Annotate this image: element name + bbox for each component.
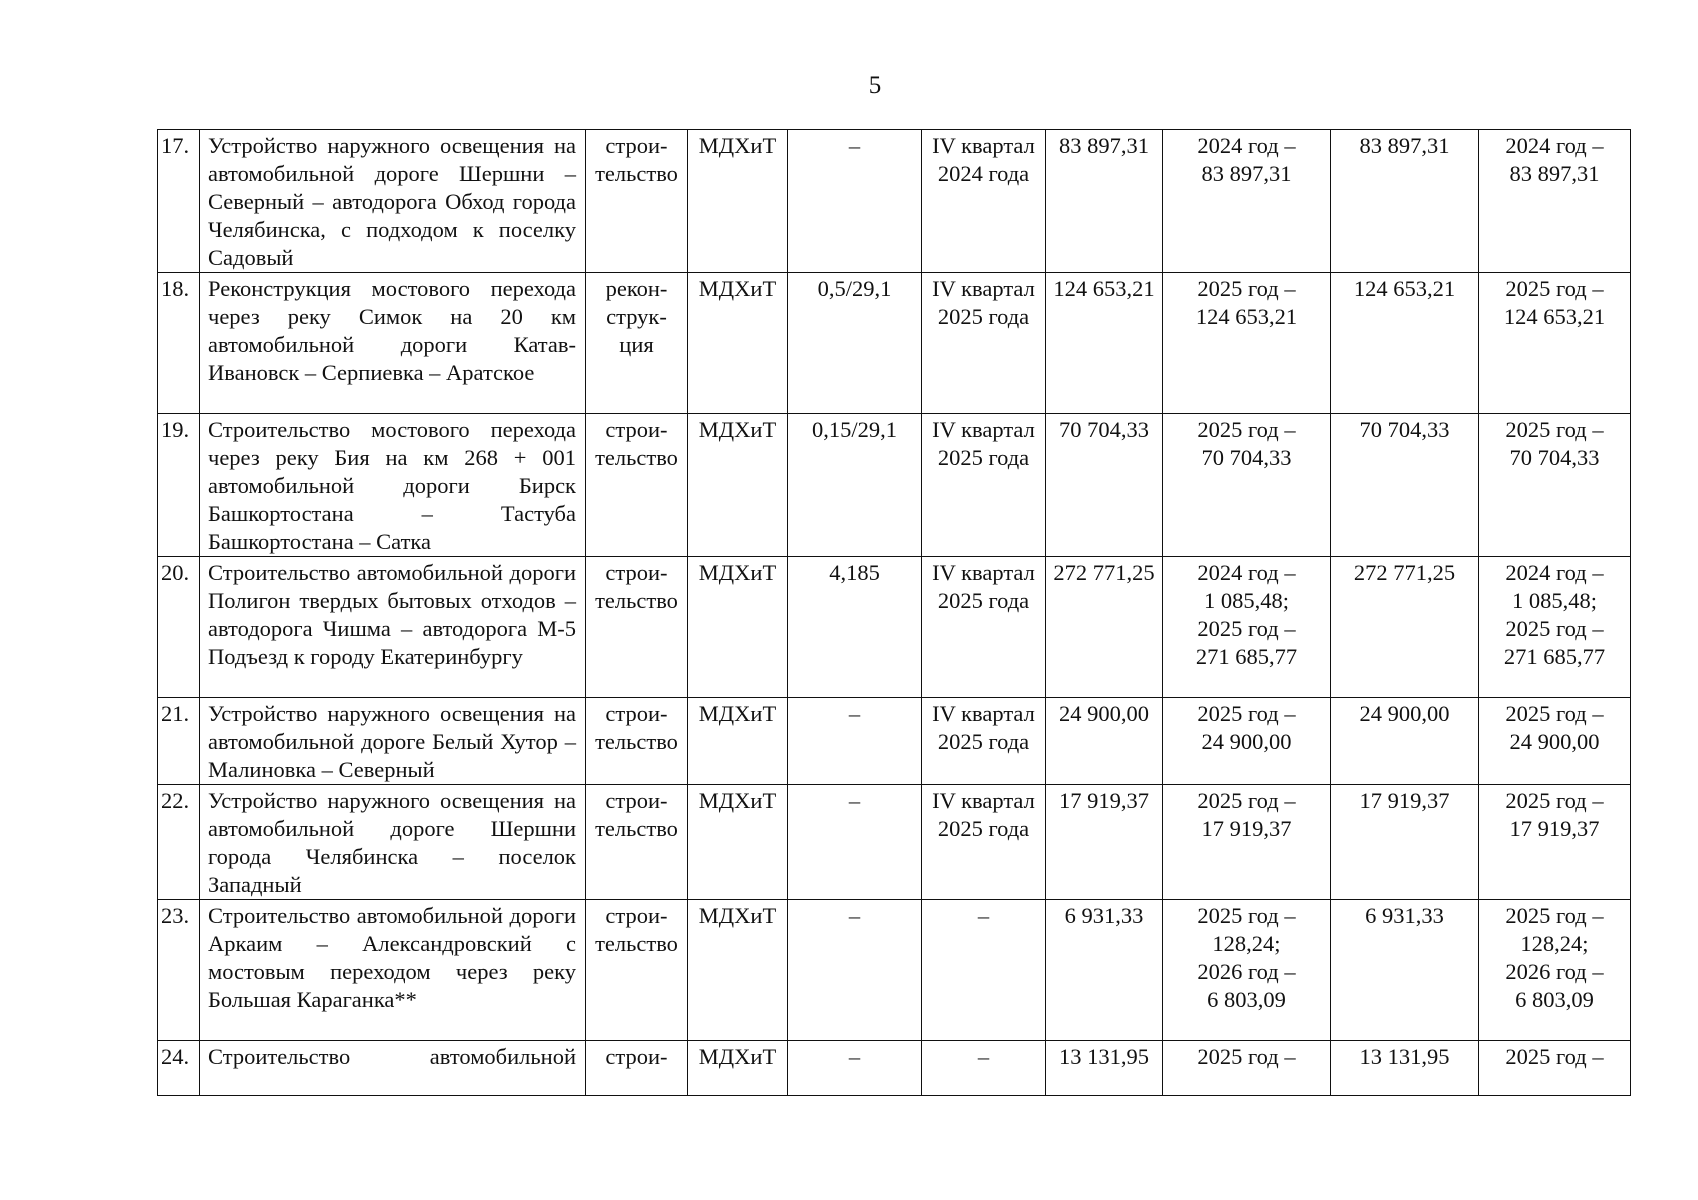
cost: 83 897,31 <box>1046 130 1163 273</box>
capacity: – <box>788 1041 922 1096</box>
row-number: 20. <box>158 557 200 698</box>
page-number: 5 <box>868 72 882 99</box>
deadline: IV квартал 2025 года <box>922 414 1046 557</box>
capacity: 4,185 <box>788 557 922 698</box>
budget: 24 900,00 <box>1331 698 1479 785</box>
budget: 6 931,33 <box>1331 900 1479 1041</box>
financing-by-year: 2025 год – 124 653,21 <box>1163 273 1331 414</box>
capacity: 0,5/29,1 <box>788 273 922 414</box>
financing-by-year: 2025 год – 17 919,37 <box>1163 785 1331 900</box>
cost: 24 900,00 <box>1046 698 1163 785</box>
deadline: IV квартал 2024 года <box>922 130 1046 273</box>
table-row <box>158 557 1631 698</box>
work-type: строи- тельство <box>586 414 688 557</box>
work-type: строи- тельство <box>586 557 688 698</box>
customer: МДХиТ <box>688 414 788 557</box>
budget-by-year: 2024 год – 1 085,48; 2025 год – 271 685,77 <box>1479 557 1631 698</box>
cost: 70 704,33 <box>1046 414 1163 557</box>
deadline: IV квартал 2025 года <box>922 557 1046 698</box>
financing-by-year: 2024 год – 1 085,48; 2025 год – 271 685,77 <box>1163 557 1331 698</box>
customer: МДХиТ <box>688 785 788 900</box>
financing-by-year: 2025 год – <box>1163 1041 1331 1096</box>
object-name: Строительство автомобильной дороги Полигон твердых бытовых отходов – автодорога Чишма – автодорога М-5 Подъезд к городу Екатеринбургу <box>200 557 586 698</box>
capacity: – <box>788 130 922 273</box>
capacity: – <box>788 785 922 900</box>
work-type: строи- тельство <box>586 130 688 273</box>
customer: МДХиТ <box>688 130 788 273</box>
cost: 13 131,95 <box>1046 1041 1163 1096</box>
customer: МДХиТ <box>688 1041 788 1096</box>
budget: 124 653,21 <box>1331 273 1479 414</box>
table-body <box>158 130 1631 1096</box>
work-type: строи- тельство <box>586 785 688 900</box>
table-row <box>158 698 1631 785</box>
objects-table <box>157 129 1631 1096</box>
work-type: строи- тельство <box>586 900 688 1041</box>
customer: МДХиТ <box>688 698 788 785</box>
row-number: 23. <box>158 900 200 1041</box>
cost: 6 931,33 <box>1046 900 1163 1041</box>
capacity: – <box>788 698 922 785</box>
budget-by-year: 2025 год – 70 704,33 <box>1479 414 1631 557</box>
work-type: строи- <box>586 1041 688 1096</box>
object-name: Строительство автомобильной дороги Аркаим – Александровский с мостовым переходом через реку Большая Караганка** <box>200 900 586 1041</box>
financing-by-year: 2025 год – 70 704,33 <box>1163 414 1331 557</box>
cost: 272 771,25 <box>1046 557 1163 698</box>
budget-by-year: 2025 год – 124 653,21 <box>1479 273 1631 414</box>
customer: МДХиТ <box>688 557 788 698</box>
row-number: 19. <box>158 414 200 557</box>
customer: МДХиТ <box>688 900 788 1041</box>
financing-by-year: 2025 год – 128,24; 2026 год – 6 803,09 <box>1163 900 1331 1041</box>
deadline: – <box>922 1041 1046 1096</box>
table-row <box>158 414 1631 557</box>
financing-by-year: 2025 год – 24 900,00 <box>1163 698 1331 785</box>
budget-by-year: 2025 год – 17 919,37 <box>1479 785 1631 900</box>
deadline: – <box>922 900 1046 1041</box>
financing-by-year: 2024 год – 83 897,31 <box>1163 130 1331 273</box>
customer: МДХиТ <box>688 273 788 414</box>
deadline: IV квартал 2025 года <box>922 698 1046 785</box>
object-name: Строительство мостового перехода через реку Бия на км 268 + 001 автомобильной дороги Бирск Башкортостана – Тастуба Башкортостана – Сатка <box>200 414 586 557</box>
work-type: рекон- струк- ция <box>586 273 688 414</box>
budget-by-year: 2025 год – <box>1479 1041 1631 1096</box>
deadline: IV квартал 2025 года <box>922 273 1046 414</box>
work-type: строи- тельство <box>586 698 688 785</box>
table-row <box>158 900 1631 1041</box>
row-number: 21. <box>158 698 200 785</box>
budget: 13 131,95 <box>1331 1041 1479 1096</box>
object-name: Устройство наружного освещения на автомобильной дороге Шершни – Северный – автодорога Обход города Челябинска, с подходом к поселку Садовый <box>200 130 586 273</box>
object-name: Строительство автомобильной <box>200 1041 586 1096</box>
row-number: 22. <box>158 785 200 900</box>
budget: 70 704,33 <box>1331 414 1479 557</box>
table-row <box>158 273 1631 414</box>
budget: 17 919,37 <box>1331 785 1479 900</box>
budget: 272 771,25 <box>1331 557 1479 698</box>
budget: 83 897,31 <box>1331 130 1479 273</box>
object-name: Устройство наружного освещения на автомобильной дороге Шершни города Челябинска – поселок Западный <box>200 785 586 900</box>
cost: 17 919,37 <box>1046 785 1163 900</box>
object-name: Реконструкция мостового перехода через реку Симок на 20 км автомобильной дороги Катав-Ивановск – Серпиевка – Аратское <box>200 273 586 414</box>
row-number: 24. <box>158 1041 200 1096</box>
cost: 124 653,21 <box>1046 273 1163 414</box>
capacity: – <box>788 900 922 1041</box>
object-name: Устройство наружного освещения на автомобильной дороге Белый Хутор – Малиновка – Северный <box>200 698 586 785</box>
table-row <box>158 785 1631 900</box>
budget-by-year: 2025 год – 128,24; 2026 год – 6 803,09 <box>1479 900 1631 1041</box>
capacity: 0,15/29,1 <box>788 414 922 557</box>
table-row <box>158 130 1631 273</box>
deadline: IV квартал 2025 года <box>922 785 1046 900</box>
row-number: 18. <box>158 273 200 414</box>
budget-by-year: 2024 год – 83 897,31 <box>1479 130 1631 273</box>
budget-by-year: 2025 год – 24 900,00 <box>1479 698 1631 785</box>
table-row <box>158 1041 1631 1096</box>
row-number: 17. <box>158 130 200 273</box>
